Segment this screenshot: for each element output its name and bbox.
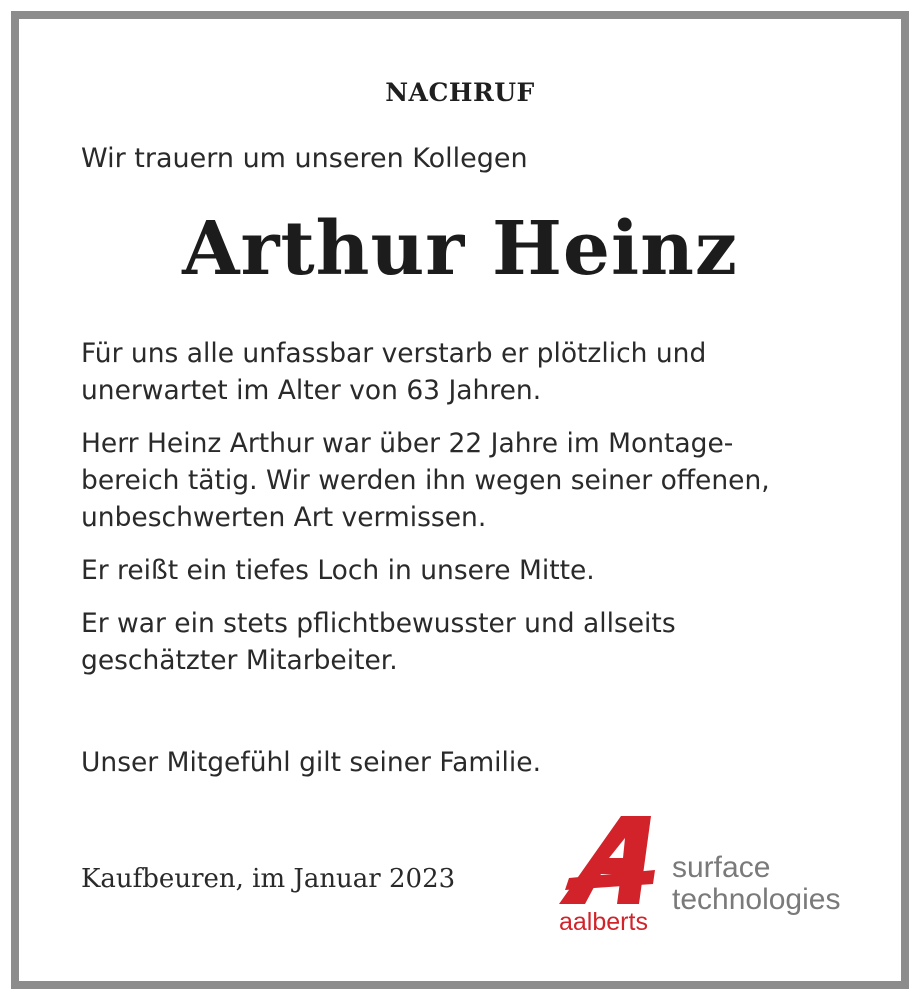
logo-tagline: [672, 852, 840, 916]
logo-wordmark: aalberts: [559, 908, 648, 936]
paragraph-line: Herr Heinz Arthur war über 22 Jahre im Montage-: [81, 428, 734, 459]
paragraph-loss: [81, 552, 841, 589]
paragraph-career: [81, 425, 841, 536]
logo-tagline-line: surface: [672, 851, 771, 884]
paragraph-line: bereich tätig. Wir werden ihn wegen seiner offenen,: [81, 465, 770, 496]
company-logo: [555, 808, 875, 943]
paragraph-line: Er reißt ein tiefes Loch in unsere Mitte.: [81, 555, 595, 586]
notice-body: [81, 335, 841, 695]
paragraph-line: unerwartet im Alter von 63 Jahren.: [81, 375, 542, 406]
paragraph-line: Für uns alle unfassbar verstarb er plötzlich und: [81, 338, 707, 369]
aalberts-a-logo-icon: [555, 808, 665, 908]
condolence-line: Unser Mitgefühl gilt seiner Familie.: [81, 747, 541, 778]
paragraph-line: geschätzter Mitarbeiter.: [81, 645, 398, 676]
notice-intro: Wir trauern um unseren Kollegen: [81, 143, 528, 174]
logo-tagline-line: technologies: [672, 883, 841, 916]
deceased-name: Arthur Heinz: [182, 206, 738, 292]
paragraph-line: Er war ein stets pflichtbewusster und allseits: [81, 608, 676, 639]
paragraph-character: [81, 605, 841, 679]
notice-heading: NACHRUF: [385, 78, 535, 107]
paragraph-passing: [81, 335, 841, 409]
place-and-date: Kaufbeuren, im Januar 2023: [81, 864, 456, 894]
paragraph-line: unbeschwerten Art vermissen.: [81, 502, 487, 533]
